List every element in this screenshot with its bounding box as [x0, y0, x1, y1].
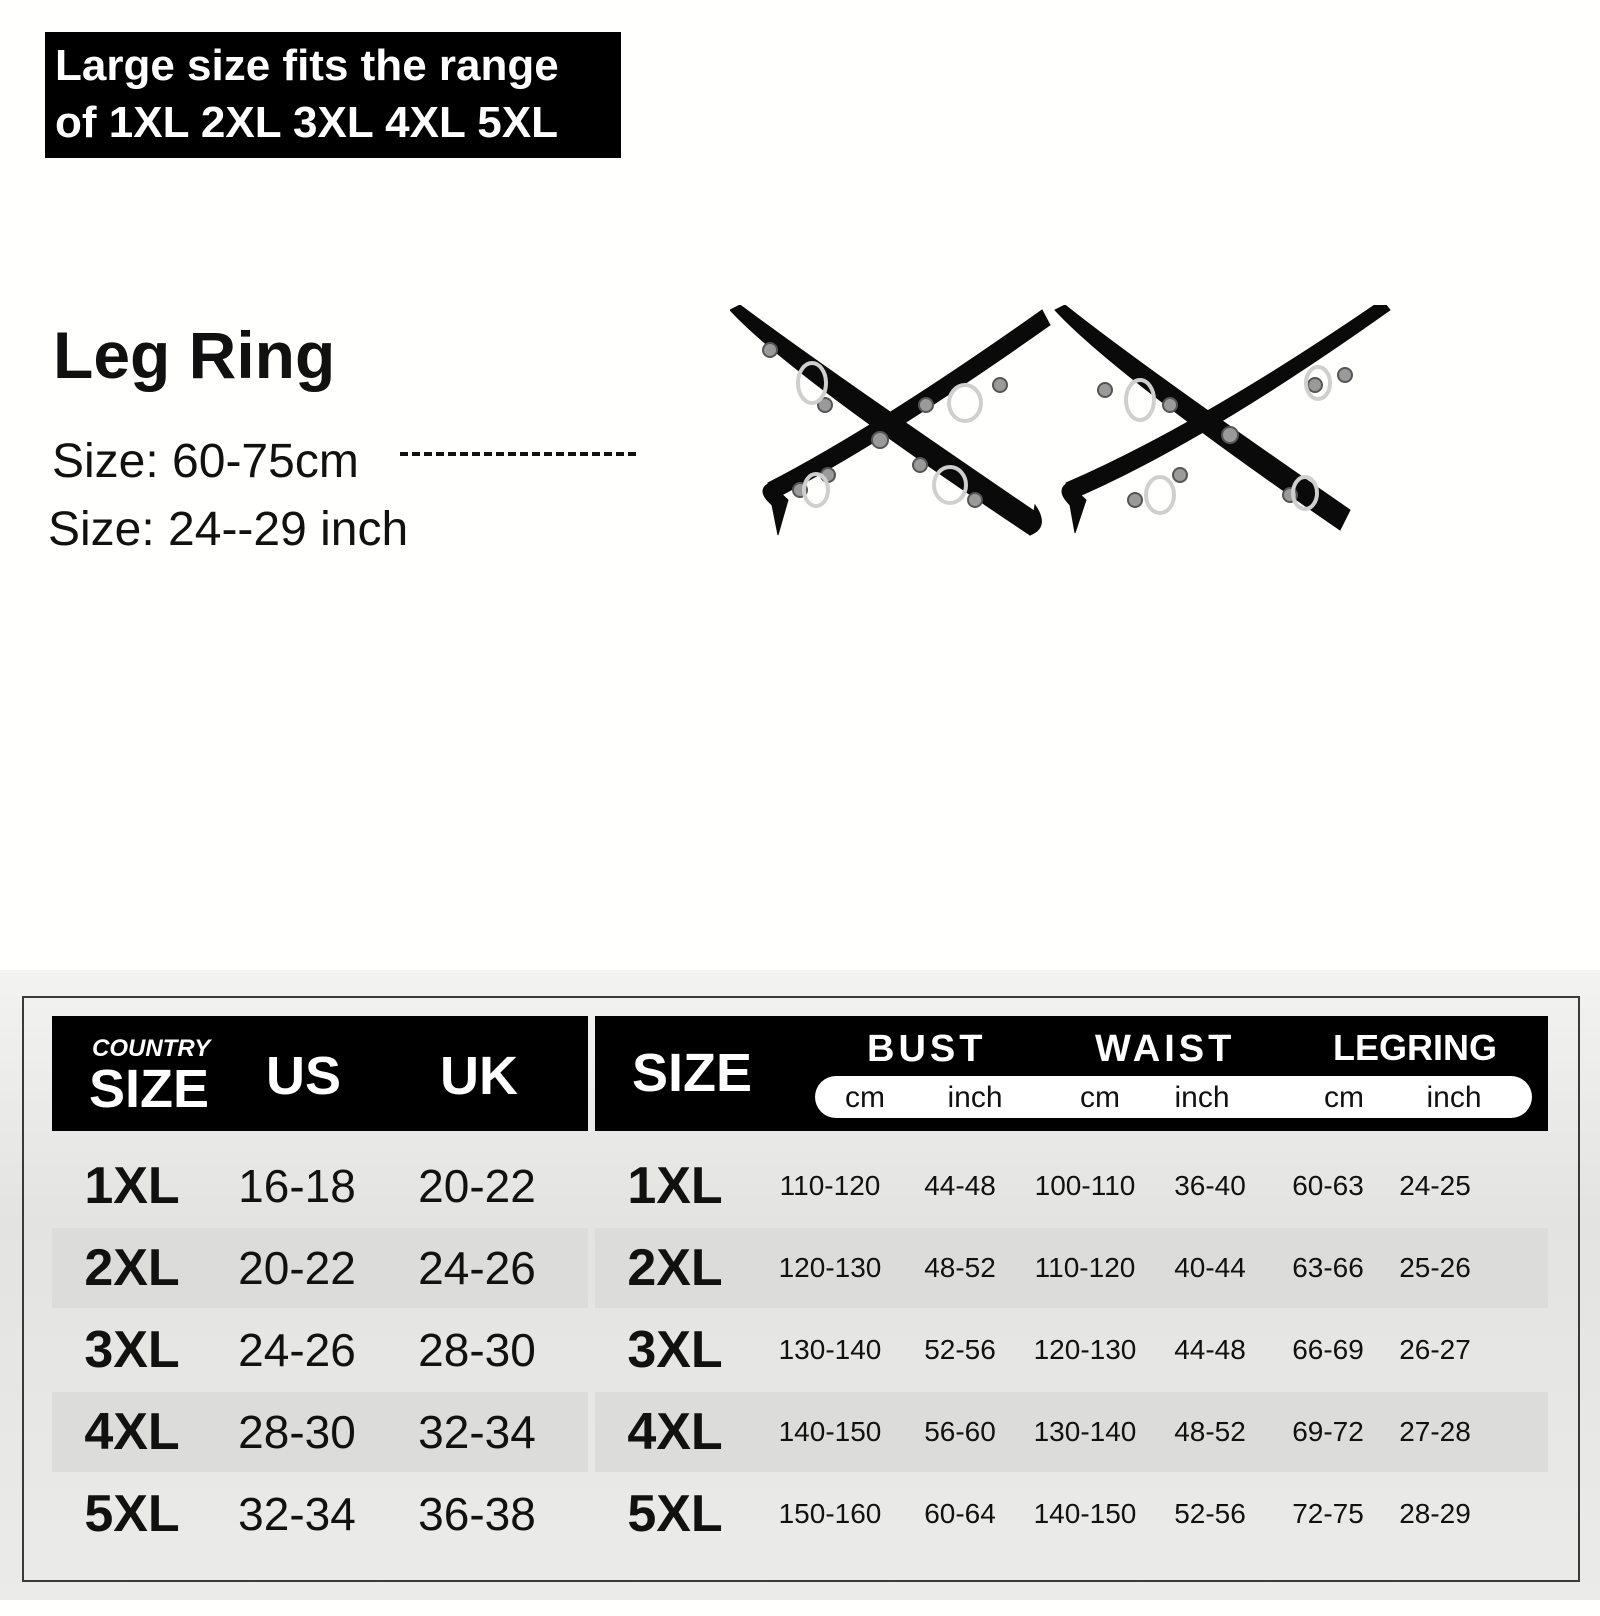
product-title: Leg Ring: [53, 318, 336, 392]
row-bust-inch: 52-56: [924, 1334, 996, 1365]
row-legring-inch: 26-27: [1399, 1334, 1471, 1365]
row-waist-inch: 44-48: [1174, 1334, 1246, 1365]
row-bust-inch: 48-52: [924, 1252, 996, 1283]
header-size: SIZE: [632, 1043, 753, 1103]
row-waist-inch: 48-52: [1174, 1416, 1246, 1447]
header-waist: WAIST: [1095, 1028, 1236, 1070]
size-chart: [0, 970, 1600, 1600]
header-uk: UK: [440, 1046, 518, 1106]
row-legring-inch: 24-25: [1399, 1170, 1471, 1201]
row-us: 32-34: [238, 1488, 356, 1540]
header-us: US: [266, 1046, 342, 1106]
header-country: COUNTRY: [92, 1035, 211, 1062]
header-size: SIZE: [89, 1059, 210, 1119]
country-size-header: [52, 1016, 588, 1131]
table-row: [595, 1228, 1548, 1308]
row-bust-inch: 60-64: [924, 1498, 996, 1529]
size-cm-text: Size: 60-75cm: [52, 435, 359, 488]
row-bust-inch: 44-48: [924, 1170, 996, 1201]
header-bust: BUST: [867, 1028, 987, 1070]
row-legring-inch: 25-26: [1399, 1252, 1471, 1283]
table-row: [595, 1146, 1548, 1226]
measurement-header: [595, 1016, 1548, 1131]
row-legring-cm: 63-66: [1292, 1252, 1364, 1283]
row-bust-cm: 140-150: [778, 1416, 882, 1447]
unit-legring-cm: cm: [1324, 1081, 1364, 1114]
row-uk: 20-22: [418, 1160, 536, 1212]
unit-bust-cm: cm: [845, 1081, 885, 1114]
table-row: [52, 1474, 588, 1554]
row-uk: 32-34: [418, 1406, 536, 1458]
row-bust-cm: 110-120: [779, 1170, 881, 1201]
row-bust-cm: 120-130: [778, 1252, 882, 1283]
row-legring-cm: 72-75: [1292, 1498, 1364, 1529]
row-bust-inch: 56-60: [924, 1416, 996, 1447]
unit-waist-cm: cm: [1080, 1081, 1120, 1114]
leg-ring-harness-icon: [730, 305, 1420, 560]
row-size: 1XL: [627, 1157, 723, 1215]
row-us: 20-22: [238, 1242, 356, 1294]
banner-line-2: of 1XL 2XL 3XL 4XL 5XL: [55, 98, 558, 147]
row-waist-cm: 120-130: [1033, 1334, 1137, 1365]
row-uk: 36-38: [418, 1488, 536, 1540]
row-waist-inch: 40-44: [1174, 1252, 1246, 1283]
header-legring: LEGRING: [1333, 1027, 1498, 1068]
row-legring-cm: 69-72: [1292, 1416, 1364, 1447]
row-size: 4XL: [84, 1403, 180, 1461]
row-legring-inch: 27-28: [1399, 1416, 1471, 1447]
row-us: 24-26: [238, 1324, 356, 1376]
row-bust-cm: 150-160: [778, 1498, 882, 1529]
table-row: [52, 1228, 588, 1308]
size-inch-text: Size: 24--29 inch: [48, 503, 409, 556]
row-uk: 28-30: [418, 1324, 536, 1376]
row-us: 28-30: [238, 1406, 356, 1458]
row-bust-cm: 130-140: [778, 1334, 882, 1365]
banner-line-1: Large size fits the range: [55, 41, 559, 90]
measurement-panel: [595, 1016, 1548, 1616]
row-waist-cm: 110-120: [1034, 1252, 1136, 1283]
row-size: 5XL: [84, 1485, 180, 1543]
row-waist-cm: 100-110: [1034, 1170, 1136, 1201]
unit-pill: [815, 1076, 1532, 1118]
row-size: 2XL: [627, 1239, 723, 1297]
row-size: 5XL: [627, 1485, 723, 1543]
row-size: 2XL: [84, 1239, 180, 1297]
size-range-banner: [45, 32, 621, 158]
table-row: [595, 1392, 1548, 1472]
table-row: [595, 1474, 1548, 1554]
row-size: 3XL: [627, 1321, 723, 1379]
row-uk: 24-26: [418, 1242, 536, 1294]
country-size-panel: [52, 1016, 588, 1616]
row-waist-cm: 130-140: [1033, 1416, 1137, 1447]
row-size: 1XL: [84, 1157, 180, 1215]
row-legring-cm: 60-63: [1292, 1170, 1364, 1201]
table-row: [52, 1392, 588, 1472]
row-waist-inch: 36-40: [1174, 1170, 1246, 1201]
row-size: 3XL: [84, 1321, 180, 1379]
row-waist-inch: 52-56: [1174, 1498, 1246, 1529]
unit-waist-inch: inch: [1174, 1081, 1230, 1114]
row-waist-cm: 140-150: [1033, 1498, 1137, 1529]
row-size: 4XL: [627, 1403, 723, 1461]
row-us: 16-18: [238, 1160, 356, 1212]
row-legring-inch: 28-29: [1399, 1498, 1471, 1529]
table-row: [595, 1310, 1548, 1390]
row-legring-cm: 66-69: [1292, 1334, 1364, 1365]
unit-legring-inch: inch: [1426, 1081, 1482, 1114]
table-row: [52, 1146, 588, 1226]
dashed-pointer-line: [400, 452, 636, 456]
table-row: [52, 1310, 588, 1390]
unit-bust-inch: inch: [947, 1081, 1003, 1114]
